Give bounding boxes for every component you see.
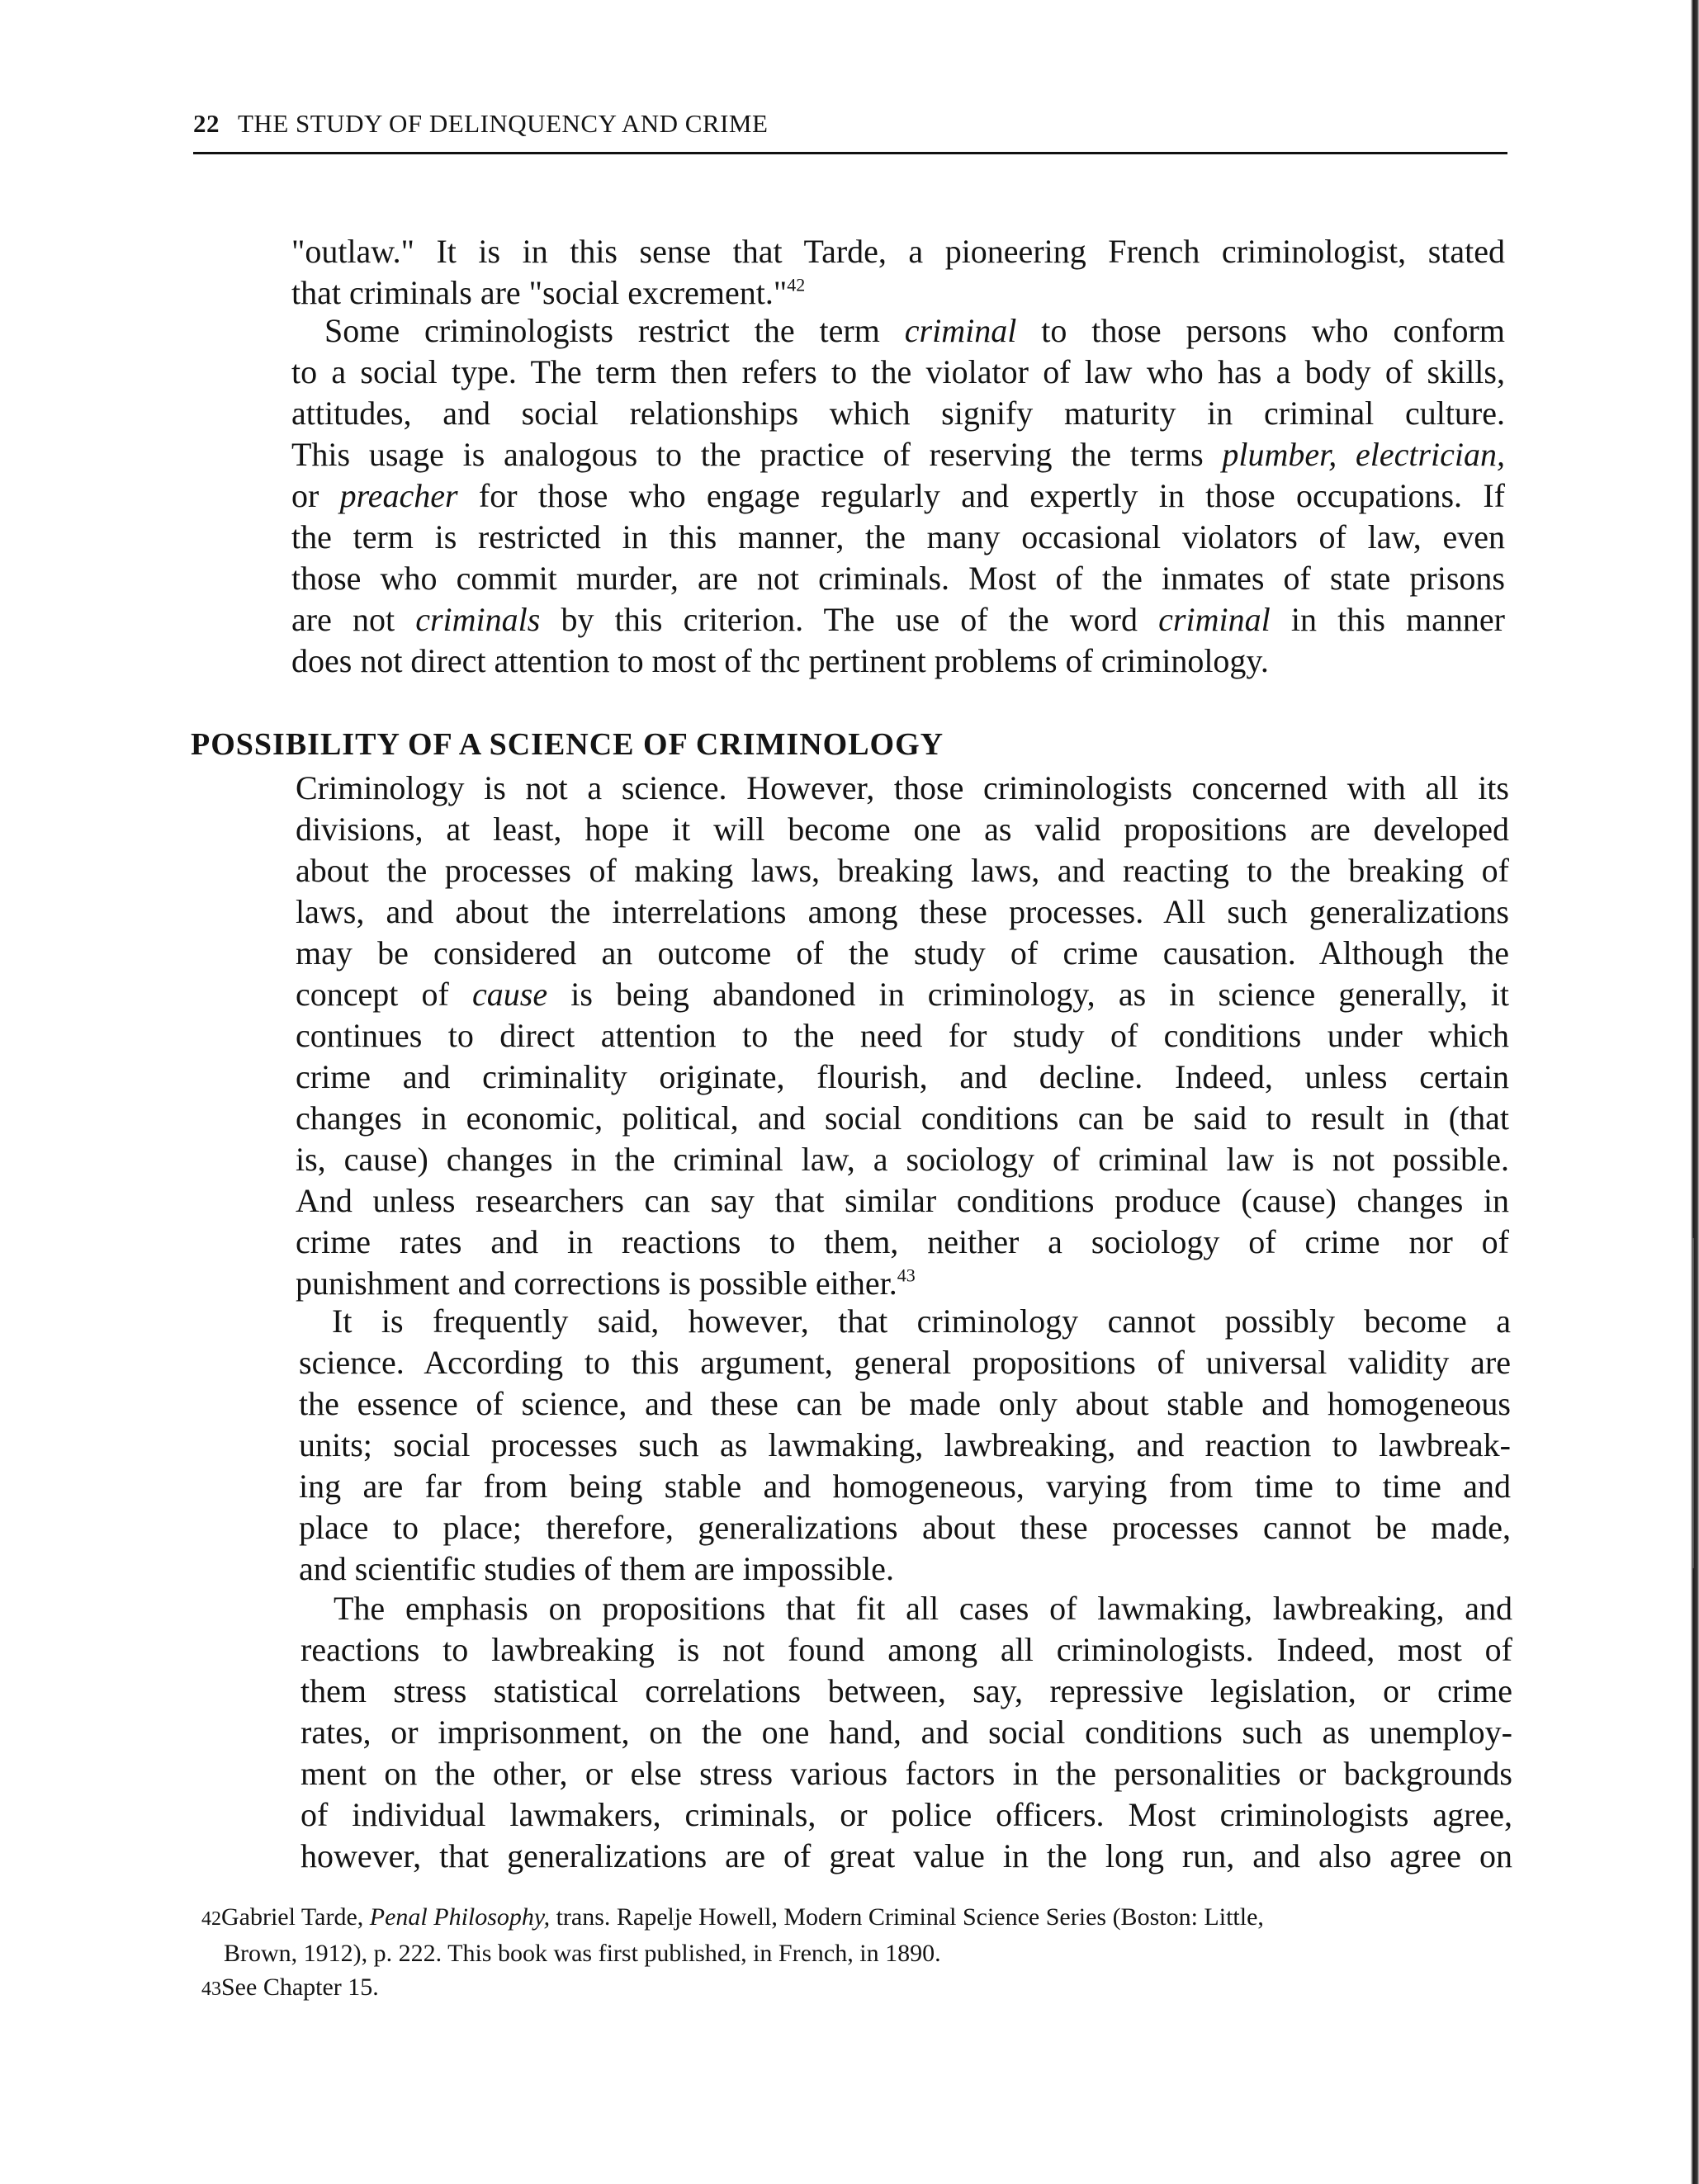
text-line: And unless researchers can say that similar conditions produce (cause) changes in (296, 1182, 1509, 1219)
scan-edge (1691, 0, 1699, 2184)
text-line: that criminals are "social excrement."$^{42}$ (291, 274, 806, 311)
section-paragraph-1 (296, 768, 1509, 1304)
text-line: however, that generalizations are of great value in the long run, and also agree on (301, 1837, 1512, 1874)
text-line: the term is restricted in this manner, the many occasional violators of law, even (291, 518, 1505, 555)
section-paragraph-3 (301, 1588, 1512, 1877)
text-line: units; social processes such as lawmaking, lawbreaking, and reaction to lawbreak- (299, 1426, 1511, 1463)
running-head (193, 109, 1507, 139)
section-heading: POSSIBILITY OF A SCIENCE OF CRIMINOLOGY (191, 727, 944, 762)
scan-edge-mark (1692, 1238, 1694, 1568)
text-line: about the processes of making laws, breaking laws, and reacting to the breaking of (296, 852, 1509, 889)
text-line: reactions to lawbreaking is not found among all criminologists. Indeed, most of (301, 1631, 1512, 1668)
text-line: crime and criminality originate, flourish, and decline. Indeed, unless certain (296, 1058, 1509, 1095)
intro-paragraph-1 (291, 231, 1505, 314)
text-line: concept of cause is being abandoned in criminology, as in science generally, it (296, 976, 1509, 1013)
text-line: attitudes, and social relationships which signify maturity in criminal culture. (291, 395, 1505, 432)
footnote-43: 43See Chapter 15. (201, 1974, 379, 2001)
footnotes (201, 1900, 1511, 2007)
text-line: may be considered an outcome of the study of crime causation. Although the (296, 934, 1509, 971)
text-line: are not criminals by this criterion. The use of the word criminal in this manner (291, 601, 1505, 638)
text-line: and scientific studies of them are impossible. (299, 1550, 894, 1587)
text-line: place to place; therefore, generalizations about these processes cannot be made, (299, 1509, 1511, 1546)
text-line: continues to direct attention to the need for study of conditions under which (296, 1017, 1509, 1054)
text-line: It is frequently said, however, that criminology cannot possibly become a (332, 1302, 1511, 1340)
text-line: them stress statistical correlations between, say, repressive legislation, or crime (301, 1672, 1512, 1709)
text-line: those who commit murder, are not criminals. Most of the inmates of state prisons (291, 560, 1505, 597)
text-line: the essence of science, and these can be made only about stable and homogeneous (299, 1385, 1511, 1422)
page-number: 22 (193, 109, 220, 138)
text-line: laws, and about the interrelations among these processes. All such generalizations (296, 893, 1509, 930)
footnote-42: 42Gabriel Tarde, Penal Philosophy, trans. Rapelje Howell, Modern Criminal Science Series (Boston: Little, (201, 1903, 1264, 1931)
section-paragraph-2 (299, 1301, 1511, 1590)
text-line: divisions, at least, hope it will become one as valid propositions are developed (296, 811, 1509, 848)
text-line: This usage is analogous to the practice of reserving the terms plumber, electrician, (291, 436, 1505, 473)
text-line: ing are far from being stable and homogeneous, varying from time to time and (299, 1468, 1511, 1505)
text-line: is, cause) changes in the criminal law, a sociology of criminal law is not possible. (296, 1141, 1509, 1178)
text-line: of individual lawmakers, criminals, or police officers. Most criminologists agree, (301, 1796, 1512, 1833)
text-line: punishment and corrections is possible either.$^{43}$ (296, 1265, 916, 1302)
text-line: rates, or imprisonment, on the one hand, and social conditions such as unemploy- (301, 1714, 1512, 1751)
text-line: Criminology is not a science. However, those criminologists concerned with all its (296, 769, 1509, 806)
text-line: crime rates and in reactions to them, neither a sociology of crime nor of (296, 1223, 1509, 1260)
text-line: Some criminologists restrict the term criminal to those persons who conform (324, 312, 1505, 349)
text-line: to a social type. The term then refers to the violator of law who has a body of skills, (291, 353, 1505, 390)
running-title: THE STUDY OF DELINQUENCY AND CRIME (238, 109, 769, 138)
text-line: changes in economic, political, and social conditions can be said to result in (that (296, 1099, 1509, 1137)
text-line: ment on the other, or else stress various factors in the personalities or backgrounds (301, 1755, 1512, 1792)
intro-paragraph-2 (291, 310, 1505, 682)
text-line: "outlaw." It is in this sense that Tarde, a pioneering French criminologist, stated (291, 233, 1505, 270)
text-line: science. According to this argument, general propositions of universal validity are (299, 1344, 1511, 1381)
footnote-42-continued: Brown, 1912), p. 222. This book was first published, in French, in 1890. (224, 1940, 941, 1967)
text-line: or preacher for those who engage regularly and expertly in those occupations. If (291, 477, 1505, 514)
text-line: The emphasis on propositions that fit all cases of lawmaking, lawbreaking, and (334, 1590, 1512, 1627)
header-rule (193, 152, 1507, 154)
text-line: does not direct attention to most of thc pertinent problems of criminology. (291, 642, 1269, 679)
